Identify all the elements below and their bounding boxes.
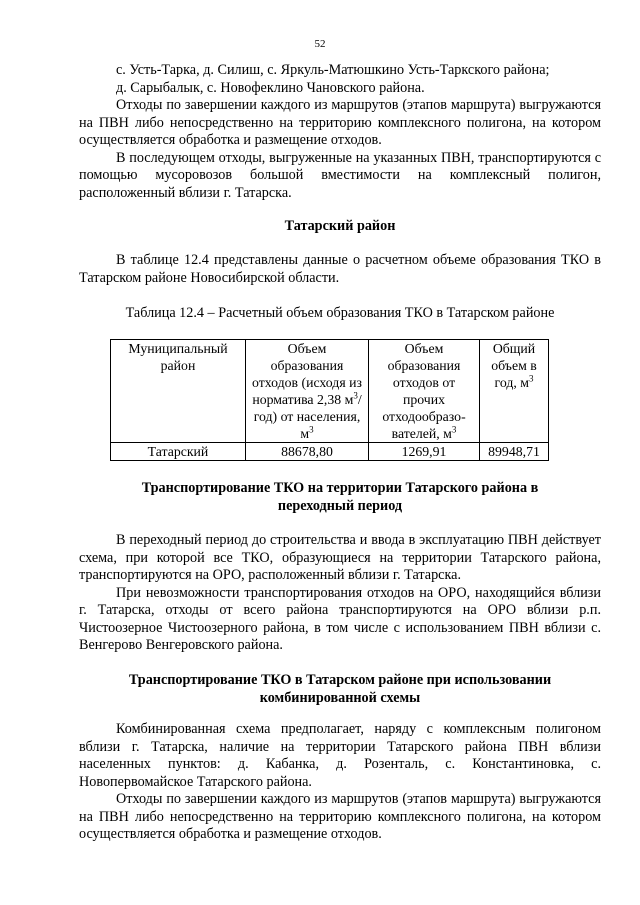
settlement-line-2: д. Сарыбалык, с. Новофеклино Чановского района. <box>116 79 425 96</box>
section-heading-combined: Транспортирование ТКО в Татарском районе при использовании комбинированной схемы <box>128 672 552 706</box>
section-intro: В таблице 12.4 представлены данные о расчетном объеме образования ТКО в Татарском районе Новосибирской области. <box>79 252 601 286</box>
cell-district: Татарский <box>111 443 246 461</box>
paragraph-unloading: Отходы по завершении каждого из маршрутов (этапов маршрута) выгружаются на ПВН либо непосредственно на территорию комплексного полигона, на котором осуществляется обработка и размещение отходов. <box>79 97 601 148</box>
header-other-volume: Объем образования отходов от прочих отходообразо-вателей, $м^3$ <box>369 340 480 443</box>
cell-population-volume: 88678,80 <box>246 443 369 461</box>
table-caption: Таблица 12.4 – Расчетный объем образования ТКО в Татарском районе <box>125 305 555 321</box>
settlement-line-1: с. Усть-Тарка, д. Силиш, с. Яркуль-Матюшкино Усть-Таркского района; <box>116 62 550 78</box>
paragraph-transport: В последующем отходы, выгруженные на указанных ПВН, транспортируются с помощью мусоровозов большой вместимости на комплексный полигон, расположенный вблизи г. Татарска. <box>79 149 601 201</box>
table-header-row <box>111 340 549 443</box>
section-combined <box>79 672 601 707</box>
section-intro-block <box>79 252 601 287</box>
page-number: 52 <box>314 38 326 50</box>
paragraph-transitional-scheme: В переходный период до строительства и ввода в эксплуатацию ПВН действует схема, при которой все ТКО, образующиеся на территории Татарского района, транспортируются на ОРО, расположенный вблизи г. Татарска. <box>79 532 601 583</box>
waste-volume-table <box>110 339 549 461</box>
section-heading-tatarsky: Татарский район <box>284 218 396 234</box>
header-total-volume: Общий объем в год, $м^3$ <box>480 340 549 443</box>
transitional-text <box>79 532 601 655</box>
cell-total-volume: 89948,71 <box>480 443 549 461</box>
header-municipal-district: Муниципальный район <box>111 340 246 443</box>
paragraph-combined-unloading: Отходы по завершении каждого из маршрутов (этапов маршрута) выгружаются на ПВН либо непосредственно на территорию комплексного полигона, на котором осуществляется обработка и размещение отходов. <box>79 791 601 842</box>
section-heading-transitional: Транспортирование ТКО на территории Татарского района в переходный период <box>141 480 539 514</box>
section-tatarsky <box>79 218 601 236</box>
table-caption-block <box>79 305 601 323</box>
table-row <box>111 443 549 461</box>
section-transitional <box>79 480 601 515</box>
paragraph-alternative-route: При невозможности транспортирования отходов на ОРО, находящийся вблизи г. Татарска, отходы от всего района транспортируются на ОРО вблизи р.п. Чистоозерное Чистоозерного района, в том числе с использованием ПВН вблизи с. Венгерово Венгеровского района. <box>79 584 601 653</box>
header-population-volume: Объем образования отходов (исходя из норматива 2,38 $м^3/год$) от населения, $м^3$ <box>246 340 369 443</box>
continuation-block <box>79 62 601 202</box>
paragraph-combined-scheme: Комбинированная схема предполагает, наряду с комплексным полигоном вблизи г. Татарска, наличие на территории Татарского района ПВН вблизи населенных пунктов: д. Кабанка, д. Розенталь, с. Константиновка, с. Новопервомайское Татарского района. <box>79 721 601 790</box>
combined-text <box>79 721 601 844</box>
cell-other-volume: 1269,91 <box>369 443 480 461</box>
